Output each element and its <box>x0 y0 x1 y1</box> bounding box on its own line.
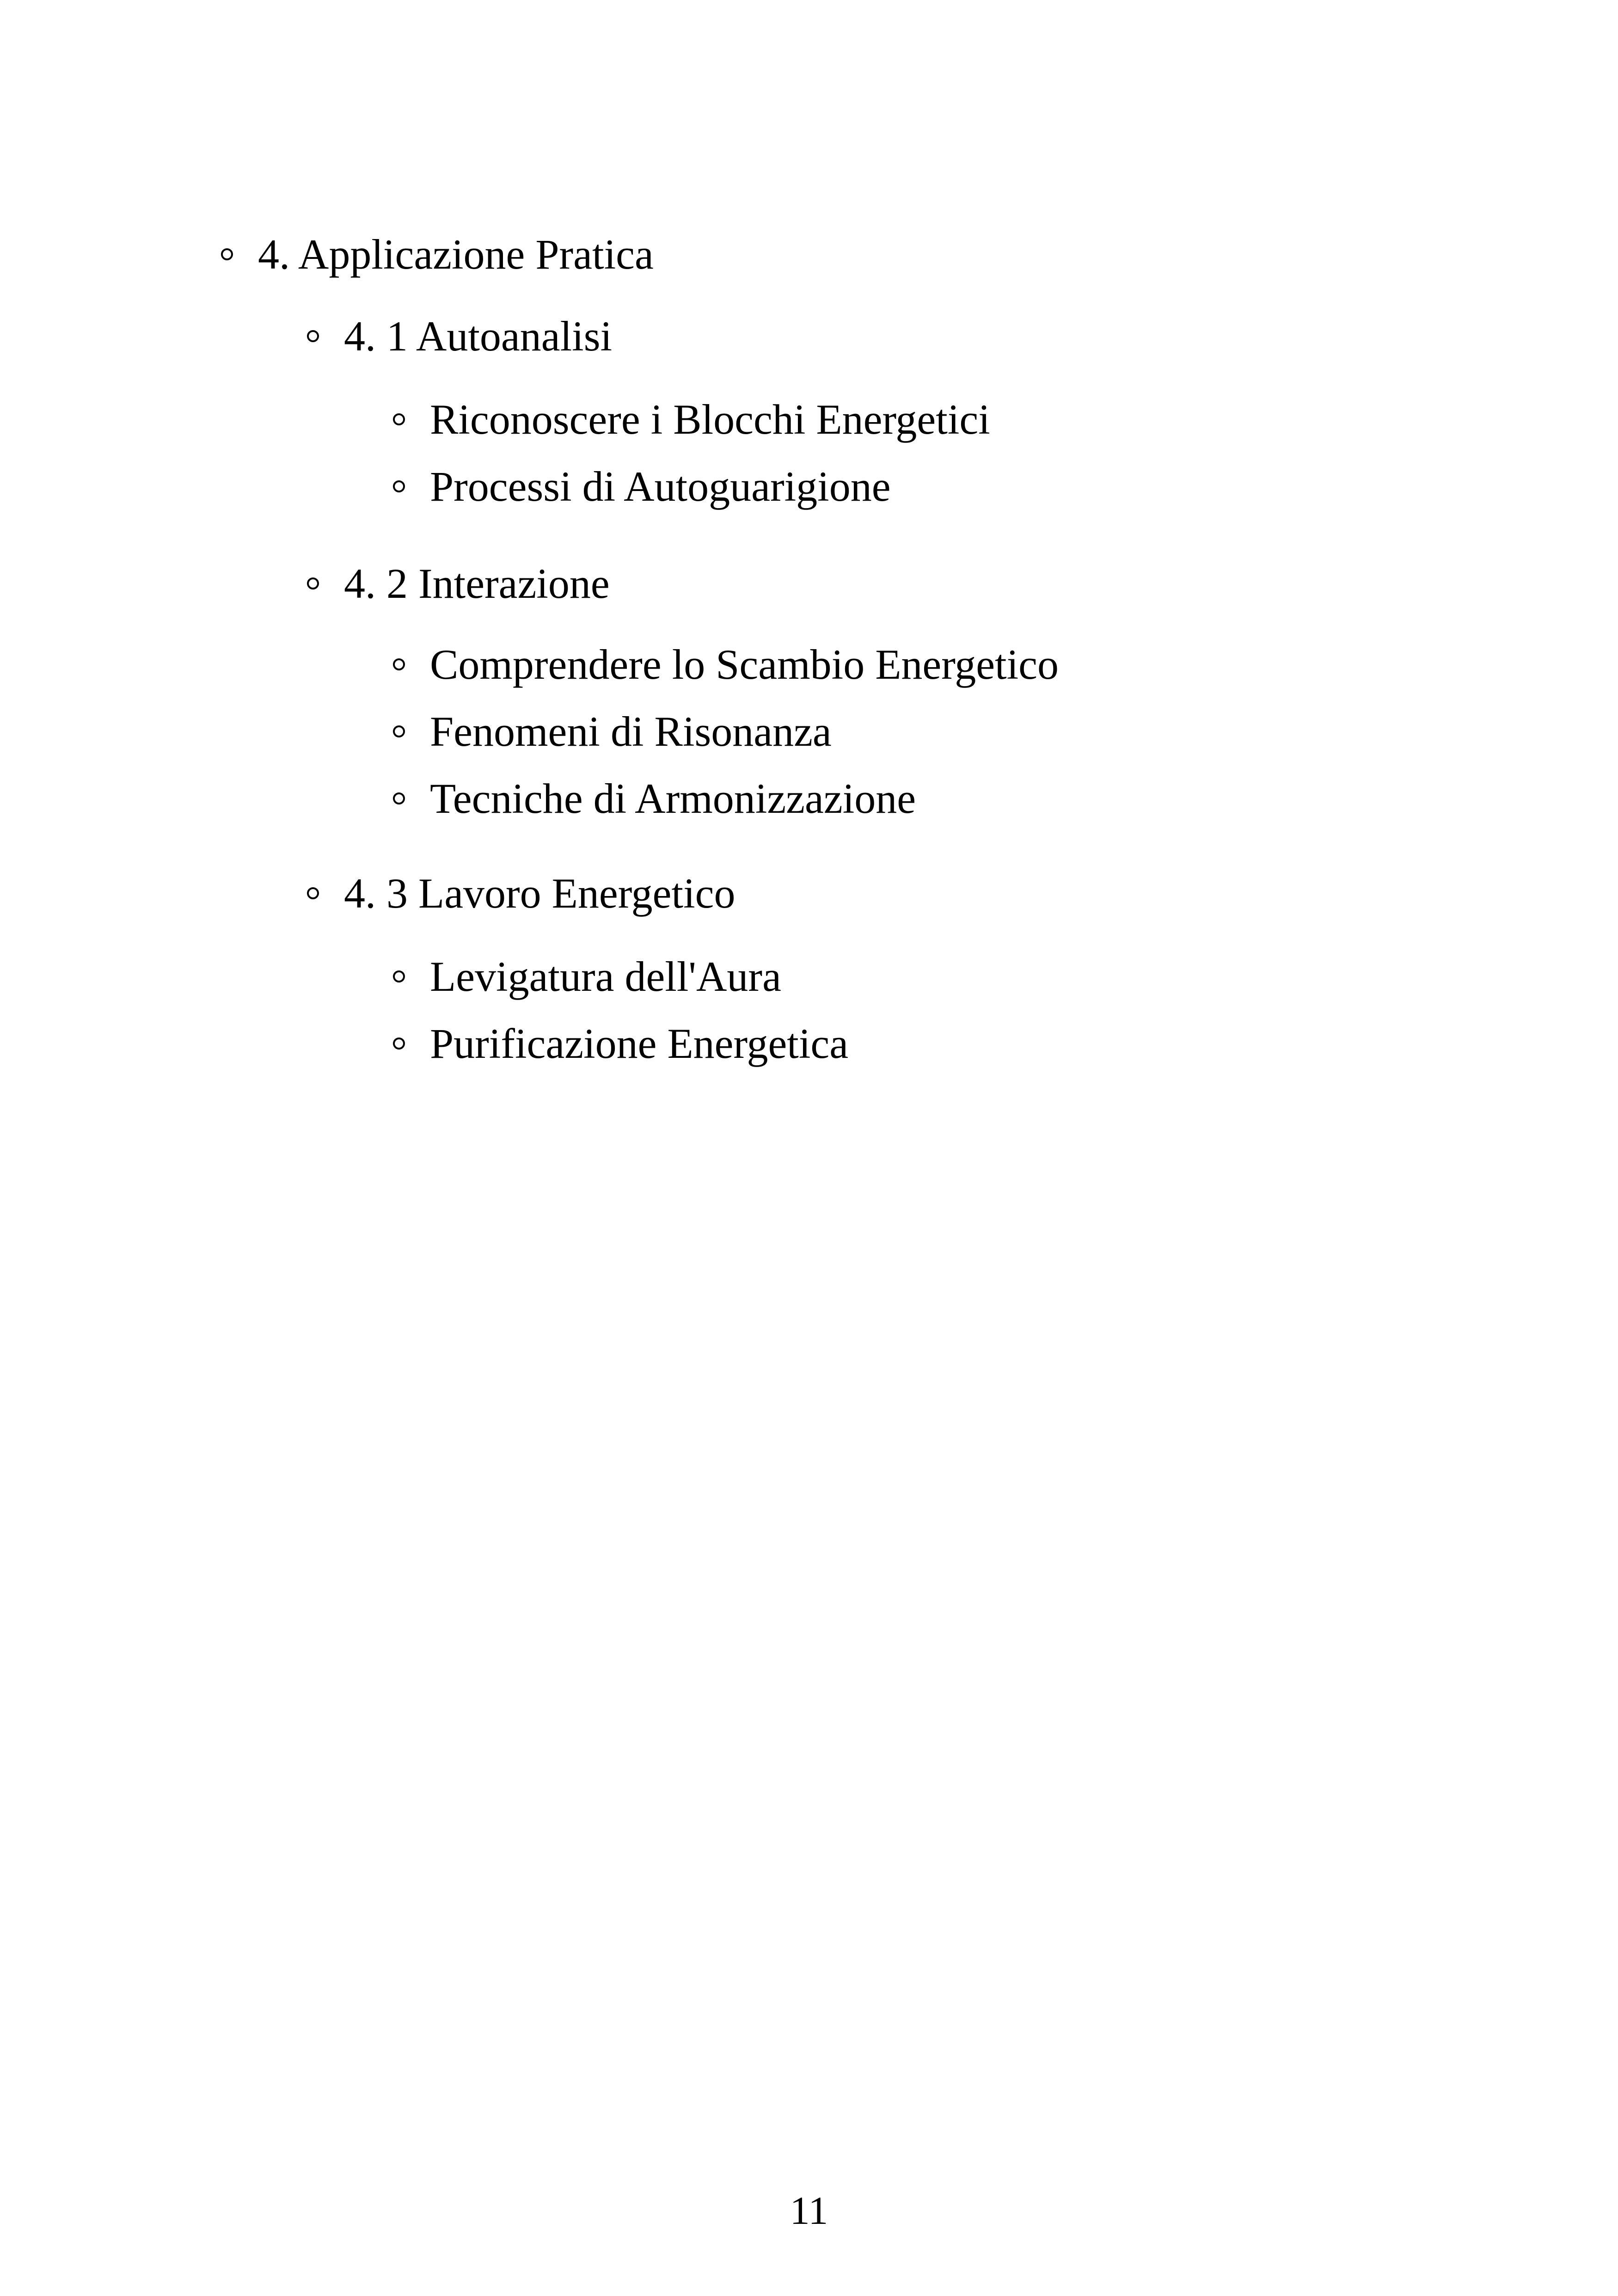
toc-item <box>393 704 832 759</box>
toc-item <box>393 1016 848 1071</box>
toc-section-label: 4. Applicazione Pratica <box>258 231 654 278</box>
circle-bullet-icon <box>393 792 405 804</box>
toc-item-label: Levigatura dell'Aura <box>430 953 781 1000</box>
toc-item-label: Comprendere lo Scambio Energetico <box>430 641 1059 688</box>
toc-subsection <box>307 556 610 611</box>
toc-subsection-label: 4. 1 Autoanalisi <box>344 313 613 360</box>
circle-bullet-icon <box>307 577 319 589</box>
toc-subsection <box>307 866 735 921</box>
toc-item <box>393 459 891 514</box>
toc-item <box>393 771 916 826</box>
toc-subsection <box>307 308 612 364</box>
toc-item <box>393 949 781 1004</box>
toc-item <box>393 392 990 447</box>
toc-item-label: Processi di Autoguarigione <box>430 463 891 510</box>
toc-item-label: Purificazione Energetica <box>430 1020 849 1067</box>
circle-bullet-icon <box>393 413 405 425</box>
circle-bullet-icon <box>393 1037 405 1050</box>
toc-item-label: Fenomeni di Risonanza <box>430 708 832 755</box>
circle-bullet-icon <box>393 725 405 737</box>
toc-item-label: Tecniche di Armonizzazione <box>430 775 916 822</box>
circle-bullet-icon <box>221 248 233 260</box>
circle-bullet-icon <box>393 480 405 492</box>
toc-item <box>393 637 1059 692</box>
toc-subsection-label: 4. 3 Lavoro Energetico <box>344 870 735 917</box>
circle-bullet-icon <box>393 658 405 670</box>
toc-section <box>221 227 654 282</box>
toc-subsection-label: 4. 2 Interazione <box>344 560 610 607</box>
toc-item-label: Riconoscere i Blocchi Energetici <box>430 396 990 443</box>
circle-bullet-icon <box>307 887 319 899</box>
circle-bullet-icon <box>307 330 319 342</box>
page-number: 11 <box>790 2188 828 2233</box>
circle-bullet-icon <box>393 970 405 982</box>
